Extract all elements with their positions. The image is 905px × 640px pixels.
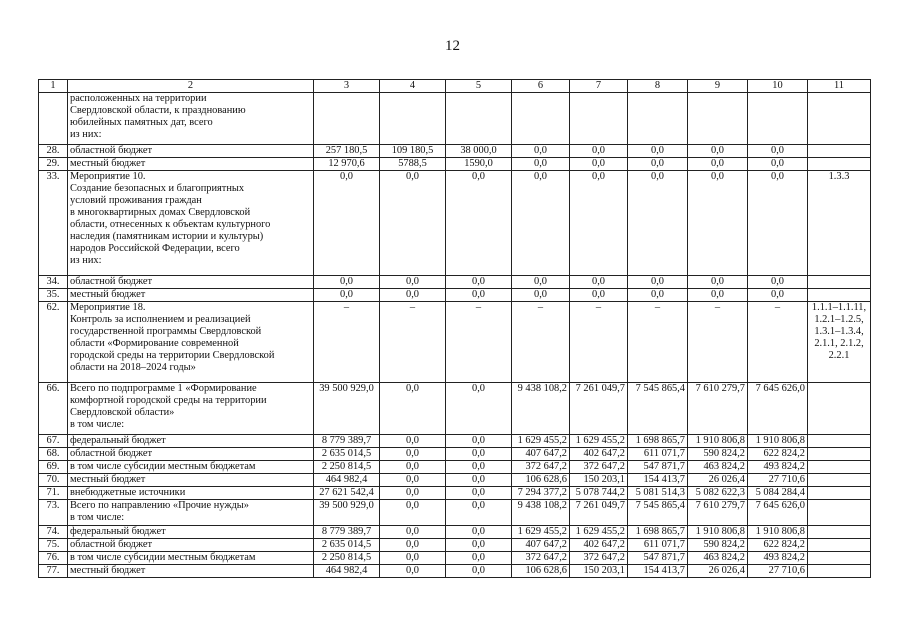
value-cell: 372 647,2 [512,552,570,565]
value-cell: 5 081 514,3 [628,487,688,500]
value-cell: 5 078 744,2 [570,487,628,500]
row-number-cell: 76. [39,552,68,565]
value-cell: 0,0 [748,276,808,289]
value-cell: – [314,302,380,383]
value-cell: 0,0 [380,171,446,276]
value-cell: 0,0 [688,158,748,171]
table-row [39,302,871,383]
value-cell: 12 970,6 [314,158,380,171]
table-row [39,526,871,539]
value-cell: 0,0 [688,171,748,276]
value-cell: 0,0 [446,552,512,565]
value-cell: 2 250 814,5 [314,552,380,565]
target-indicator-cell [808,93,871,145]
value-cell: 0,0 [570,158,628,171]
value-cell: 0,0 [512,145,570,158]
table-row [39,383,871,435]
table-row [39,171,871,276]
target-indicator-cell [808,448,871,461]
value-cell: 7 261 049,7 [570,383,628,435]
value-cell: 372 647,2 [570,552,628,565]
target-indicator-cell [808,565,871,578]
value-cell: 590 824,2 [688,448,748,461]
value-cell: 5 082 622,3 [688,487,748,500]
value-cell: 7 545 865,4 [628,500,688,526]
value-cell: 7 261 049,7 [570,500,628,526]
value-cell: 0,0 [380,474,446,487]
table-body [39,80,871,578]
value-cell [748,93,808,145]
value-cell: – [688,302,748,383]
value-cell [512,93,570,145]
value-cell: 2 635 014,5 [314,539,380,552]
header-cell: 9 [688,80,748,93]
target-indicator-cell [808,500,871,526]
value-cell: 0,0 [380,539,446,552]
value-cell: 27 710,6 [748,565,808,578]
value-cell: 407 647,2 [512,539,570,552]
value-cell: 0,0 [314,171,380,276]
value-cell: 0,0 [688,145,748,158]
row-description-cell: расположенных на территории Свердловской области, к празднованию юбилейных памятных дат, всего из них: [68,93,314,145]
header-cell: 5 [446,80,512,93]
header-cell: 1 [39,80,68,93]
row-number-cell: 75. [39,539,68,552]
value-cell: – [380,302,446,383]
row-description-cell: федеральный бюджет [68,526,314,539]
table-row [39,289,871,302]
value-cell: 0,0 [446,487,512,500]
table-row [39,500,871,526]
value-cell: 1 910 806,8 [748,526,808,539]
value-cell: 402 647,2 [570,448,628,461]
value-cell: 106 628,6 [512,565,570,578]
value-cell: 463 824,2 [688,552,748,565]
row-description-cell: в том числе субсидии местным бюджетам [68,461,314,474]
header-cell: 2 [68,80,314,93]
value-cell: 0,0 [446,448,512,461]
value-cell: 0,0 [446,474,512,487]
table-row [39,539,871,552]
table-row [39,565,871,578]
target-indicator-cell [808,435,871,448]
value-cell: 7 645 626,0 [748,383,808,435]
value-cell: 0,0 [446,383,512,435]
value-cell: 257 180,5 [314,145,380,158]
target-indicator-cell [808,474,871,487]
row-description-cell: внебюджетные источники [68,487,314,500]
row-description-cell: Всего по подпрограмме 1 «Формирование комфортной городской среды на территории Свердловской области» в том числе: [68,383,314,435]
value-cell: 1 629 455,2 [570,526,628,539]
budget-table [38,79,871,578]
target-indicator-cell [808,552,871,565]
value-cell: 1590,0 [446,158,512,171]
value-cell: 1 629 455,2 [512,435,570,448]
value-cell: 27 621 542,4 [314,487,380,500]
value-cell: 0,0 [380,383,446,435]
value-cell: 0,0 [628,276,688,289]
row-description-cell: местный бюджет [68,565,314,578]
value-cell: 39 500 929,0 [314,383,380,435]
value-cell: 2 250 814,5 [314,461,380,474]
value-cell: 622 824,2 [748,539,808,552]
value-cell [446,93,512,145]
value-cell: 547 871,7 [628,461,688,474]
target-indicator-cell: 1.1.1–1.1.11, 1.2.1–1.2.5, 1.3.1–1.3.4, 2.1.1, 2.1.2, 2.2.1 [808,302,871,383]
row-description-cell: федеральный бюджет [68,435,314,448]
target-indicator-cell [808,461,871,474]
target-indicator-cell [808,145,871,158]
value-cell: 0,0 [446,461,512,474]
row-number-cell: 34. [39,276,68,289]
value-cell: 372 647,2 [570,461,628,474]
value-cell: 0,0 [446,276,512,289]
value-cell: 0,0 [512,276,570,289]
value-cell: 38 000,0 [446,145,512,158]
header-row [39,80,871,93]
value-cell: 0,0 [380,276,446,289]
value-cell: 0,0 [748,145,808,158]
table-row [39,276,871,289]
value-cell [628,93,688,145]
value-cell: 0,0 [446,526,512,539]
value-cell: 0,0 [380,500,446,526]
value-cell: 0,0 [748,158,808,171]
value-cell: 464 982,4 [314,474,380,487]
value-cell: 1 698 865,7 [628,526,688,539]
value-cell: 0,0 [628,289,688,302]
table-row [39,487,871,500]
value-cell: 7 294 377,2 [512,487,570,500]
value-cell: 1 629 455,2 [570,435,628,448]
table-row [39,158,871,171]
row-number-cell: 29. [39,158,68,171]
value-cell: 26 026,4 [688,565,748,578]
target-indicator-cell [808,383,871,435]
value-cell: – [446,302,512,383]
row-description-cell: областной бюджет [68,448,314,461]
row-number-cell: 77. [39,565,68,578]
row-description-cell: областной бюджет [68,276,314,289]
target-indicator-cell [808,289,871,302]
value-cell: 0,0 [380,526,446,539]
table-row [39,448,871,461]
value-cell: 0,0 [314,276,380,289]
value-cell: 402 647,2 [570,539,628,552]
value-cell: 0,0 [512,171,570,276]
value-cell: 0,0 [380,435,446,448]
table-row [39,435,871,448]
value-cell: 8 779 389,7 [314,435,380,448]
value-cell: 0,0 [380,565,446,578]
header-cell: 10 [748,80,808,93]
value-cell: 493 824,2 [748,552,808,565]
value-cell: 9 438 108,2 [512,500,570,526]
value-cell: 0,0 [748,289,808,302]
table-row [39,93,871,145]
value-cell: 0,0 [688,276,748,289]
value-cell: 1 698 865,7 [628,435,688,448]
value-cell: 0,0 [380,552,446,565]
value-cell: 1 910 806,8 [748,435,808,448]
value-cell: 7 645 626,0 [748,500,808,526]
value-cell: 0,0 [446,171,512,276]
value-cell: 106 628,6 [512,474,570,487]
value-cell: 2 635 014,5 [314,448,380,461]
table-row [39,474,871,487]
row-description-cell: в том числе субсидии местным бюджетам [68,552,314,565]
value-cell: 5788,5 [380,158,446,171]
value-cell: 109 180,5 [380,145,446,158]
target-indicator-cell [808,539,871,552]
value-cell: 0,0 [512,289,570,302]
row-number-cell: 62. [39,302,68,383]
row-number-cell: 67. [39,435,68,448]
value-cell: 7 610 279,7 [688,383,748,435]
value-cell: 0,0 [446,539,512,552]
value-cell: 150 203,1 [570,474,628,487]
value-cell [570,93,628,145]
value-cell: 5 084 284,4 [748,487,808,500]
target-indicator-cell [808,487,871,500]
header-cell: 11 [808,80,871,93]
value-cell: 0,0 [314,289,380,302]
value-cell: 611 071,7 [628,448,688,461]
value-cell: 39 500 929,0 [314,500,380,526]
value-cell: 0,0 [628,145,688,158]
value-cell: 0,0 [628,158,688,171]
value-cell: 26 026,4 [688,474,748,487]
value-cell: 154 413,7 [628,474,688,487]
target-indicator-cell [808,276,871,289]
value-cell: 547 871,7 [628,552,688,565]
value-cell: 611 071,7 [628,539,688,552]
row-description-cell: Всего по направлению «Прочие нужды» в том числе: [68,500,314,526]
row-description-cell: областной бюджет [68,145,314,158]
header-cell: 3 [314,80,380,93]
value-cell: 27 710,6 [748,474,808,487]
value-cell: 0,0 [380,487,446,500]
value-cell: – [570,302,628,383]
value-cell: 154 413,7 [628,565,688,578]
value-cell: 150 203,1 [570,565,628,578]
value-cell: 0,0 [446,289,512,302]
value-cell: 0,0 [570,276,628,289]
value-cell: 0,0 [512,158,570,171]
value-cell: 0,0 [570,289,628,302]
table-row [39,145,871,158]
value-cell: 8 779 389,7 [314,526,380,539]
value-cell: 1 629 455,2 [512,526,570,539]
value-cell: 372 647,2 [512,461,570,474]
value-cell: – [748,302,808,383]
value-cell [380,93,446,145]
row-description-cell: местный бюджет [68,289,314,302]
target-indicator-cell: 1.3.3 [808,171,871,276]
table-row [39,552,871,565]
value-cell: 407 647,2 [512,448,570,461]
value-cell: 464 982,4 [314,565,380,578]
value-cell: 0,0 [380,448,446,461]
row-number-cell: 71. [39,487,68,500]
value-cell: 0,0 [380,289,446,302]
value-cell: 9 438 108,2 [512,383,570,435]
value-cell: 7 610 279,7 [688,500,748,526]
value-cell: 0,0 [570,145,628,158]
row-number-cell: 68. [39,448,68,461]
page-number: 12 [445,38,460,54]
row-number-cell: 33. [39,171,68,276]
row-description-cell: местный бюджет [68,474,314,487]
header-cell: 8 [628,80,688,93]
value-cell: 1 910 806,8 [688,526,748,539]
table-row [39,461,871,474]
value-cell: 0,0 [688,289,748,302]
value-cell: 0,0 [570,171,628,276]
value-cell: 0,0 [628,171,688,276]
row-number-cell: 73. [39,500,68,526]
value-cell: 0,0 [446,435,512,448]
value-cell: 0,0 [446,500,512,526]
row-number-cell: 66. [39,383,68,435]
value-cell: 590 824,2 [688,539,748,552]
value-cell: – [628,302,688,383]
header-cell: 6 [512,80,570,93]
value-cell: 493 824,2 [748,461,808,474]
value-cell: 0,0 [380,461,446,474]
header-cell: 4 [380,80,446,93]
row-number-cell: 74. [39,526,68,539]
value-cell: 463 824,2 [688,461,748,474]
row-number-cell [39,93,68,145]
value-cell: 7 545 865,4 [628,383,688,435]
row-description-cell: областной бюджет [68,539,314,552]
value-cell: – [512,302,570,383]
value-cell: 622 824,2 [748,448,808,461]
row-description-cell: местный бюджет [68,158,314,171]
value-cell: 0,0 [446,565,512,578]
target-indicator-cell [808,158,871,171]
header-cell: 7 [570,80,628,93]
target-indicator-cell [808,526,871,539]
value-cell: 1 910 806,8 [688,435,748,448]
value-cell [314,93,380,145]
row-number-cell: 69. [39,461,68,474]
value-cell [688,93,748,145]
row-number-cell: 70. [39,474,68,487]
value-cell: 0,0 [748,171,808,276]
row-description-cell: Мероприятие 10. Создание безопасных и благоприятных условий проживания граждан в многоквартирных домах Свердловской области, отнесенных к объектам культурного наследия (памятникам истории и культуры) народов Российской Федерации, всего из них: [68,171,314,276]
row-description-cell: Мероприятие 18. Контроль за исполнением и реализацией государственной программы Свердловской области «Формирование современной городской среды на территории Свердловской области на 2018–2024 годы» [68,302,314,383]
row-number-cell: 35. [39,289,68,302]
row-number-cell: 28. [39,145,68,158]
